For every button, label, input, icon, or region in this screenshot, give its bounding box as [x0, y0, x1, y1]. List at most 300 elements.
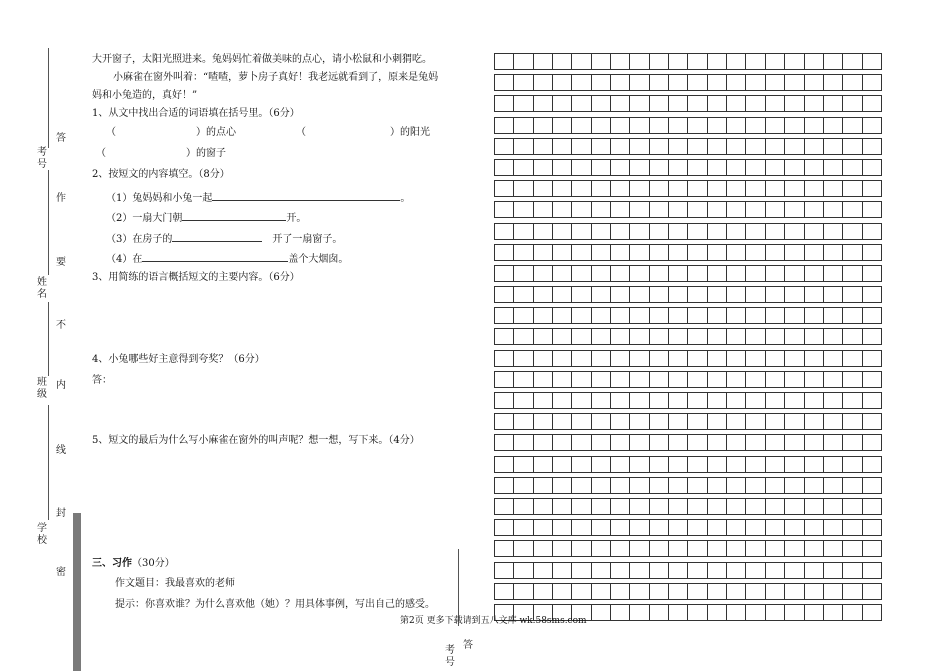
grid-cell[interactable] — [766, 372, 785, 388]
grid-cell[interactable] — [630, 75, 649, 91]
grid-cell[interactable] — [766, 457, 785, 473]
grid-cell[interactable] — [553, 224, 572, 240]
grid-cell[interactable] — [553, 372, 572, 388]
grid-cell[interactable] — [669, 245, 688, 261]
grid-cell[interactable] — [669, 541, 688, 557]
grid-cell[interactable] — [863, 308, 882, 324]
grid-cell[interactable] — [650, 393, 669, 409]
grid-cell[interactable] — [630, 181, 649, 197]
grid-cell[interactable] — [669, 160, 688, 176]
grid-cell[interactable] — [727, 224, 746, 240]
grid-cell[interactable] — [572, 308, 591, 324]
grid-cell[interactable] — [572, 520, 591, 536]
grid-cell[interactable] — [650, 499, 669, 515]
grid-cell[interactable] — [495, 308, 514, 324]
grid-cell[interactable] — [766, 96, 785, 112]
grid-cell[interactable] — [669, 287, 688, 303]
grid-cell[interactable] — [495, 96, 514, 112]
grid-cell[interactable] — [843, 245, 862, 261]
grid-cell[interactable] — [495, 160, 514, 176]
grid-cell[interactable] — [688, 605, 707, 621]
grid-cell[interactable] — [824, 563, 843, 579]
grid-cell[interactable] — [534, 54, 553, 70]
grid-cell[interactable] — [630, 287, 649, 303]
grid-cell[interactable] — [572, 329, 591, 345]
grid-cell[interactable] — [650, 202, 669, 218]
grid-cell[interactable] — [688, 457, 707, 473]
grid-cell[interactable] — [708, 563, 727, 579]
grid-cell[interactable] — [611, 245, 630, 261]
grid-cell[interactable] — [534, 351, 553, 367]
q2-item-2[interactable] — [106, 210, 306, 225]
grid-cell[interactable] — [553, 96, 572, 112]
grid-cell[interactable] — [611, 224, 630, 240]
grid-cell[interactable] — [553, 414, 572, 430]
grid-cell[interactable] — [746, 605, 765, 621]
grid-cell[interactable] — [514, 541, 533, 557]
grid-cell[interactable] — [708, 139, 727, 155]
grid-cell[interactable] — [572, 181, 591, 197]
grid-cell[interactable] — [785, 224, 804, 240]
grid-cell[interactable] — [650, 245, 669, 261]
grid-cell[interactable] — [766, 541, 785, 557]
grid-cell[interactable] — [824, 308, 843, 324]
grid-cell[interactable] — [572, 393, 591, 409]
grid-cell[interactable] — [650, 541, 669, 557]
grid-cell[interactable] — [592, 329, 611, 345]
grid-cell[interactable] — [746, 393, 765, 409]
grid-cell[interactable] — [611, 181, 630, 197]
q1-blank-2[interactable] — [296, 127, 430, 139]
grid-cell[interactable] — [650, 563, 669, 579]
grid-cell[interactable] — [863, 541, 882, 557]
grid-cell[interactable] — [805, 520, 824, 536]
grid-cell[interactable] — [785, 181, 804, 197]
grid-cell[interactable] — [805, 329, 824, 345]
grid-cell[interactable] — [669, 181, 688, 197]
grid-cell[interactable] — [727, 393, 746, 409]
grid-cell[interactable] — [785, 54, 804, 70]
grid-cell[interactable] — [514, 266, 533, 282]
grid-cell[interactable] — [746, 181, 765, 197]
grid-cell[interactable] — [843, 75, 862, 91]
grid-cell[interactable] — [572, 499, 591, 515]
grid-cell[interactable] — [746, 54, 765, 70]
grid-cell[interactable] — [863, 54, 882, 70]
grid-cell[interactable] — [534, 75, 553, 91]
grid-cell[interactable] — [746, 414, 765, 430]
grid-cell[interactable] — [843, 351, 862, 367]
grid-cell[interactable] — [688, 478, 707, 494]
grid-cell[interactable] — [785, 351, 804, 367]
grid-cell[interactable] — [630, 118, 649, 134]
grid-cell[interactable] — [669, 393, 688, 409]
grid-cell[interactable] — [495, 563, 514, 579]
grid-cell[interactable] — [727, 414, 746, 430]
grid-cell[interactable] — [553, 266, 572, 282]
grid-cell[interactable] — [843, 224, 862, 240]
grid-cell[interactable] — [766, 202, 785, 218]
grid-cell[interactable] — [688, 351, 707, 367]
grid-cell[interactable] — [785, 287, 804, 303]
grid-cell[interactable] — [534, 457, 553, 473]
grid-cell[interactable] — [785, 584, 804, 600]
grid-cell[interactable] — [553, 329, 572, 345]
grid-cell[interactable] — [746, 351, 765, 367]
grid-cell[interactable] — [495, 181, 514, 197]
grid-cell[interactable] — [495, 351, 514, 367]
grid-cell[interactable] — [650, 266, 669, 282]
q1-blank-1[interactable] — [106, 127, 236, 139]
grid-cell[interactable] — [708, 287, 727, 303]
grid-cell[interactable] — [572, 478, 591, 494]
grid-cell[interactable] — [650, 308, 669, 324]
grid-cell[interactable] — [514, 308, 533, 324]
grid-cell[interactable] — [592, 224, 611, 240]
grid-cell[interactable] — [669, 308, 688, 324]
grid-cell[interactable] — [495, 54, 514, 70]
grid-cell[interactable] — [785, 414, 804, 430]
grid-cell[interactable] — [688, 266, 707, 282]
grid-cell[interactable] — [534, 160, 553, 176]
grid-cell[interactable] — [708, 245, 727, 261]
grid-cell[interactable] — [843, 457, 862, 473]
grid-cell[interactable] — [611, 478, 630, 494]
grid-cell[interactable] — [805, 202, 824, 218]
grid-cell[interactable] — [669, 202, 688, 218]
grid-cell[interactable] — [592, 563, 611, 579]
grid-cell[interactable] — [708, 520, 727, 536]
grid-cell[interactable] — [592, 478, 611, 494]
grid-cell[interactable] — [669, 118, 688, 134]
grid-cell[interactable] — [843, 605, 862, 621]
grid-cell[interactable] — [824, 287, 843, 303]
grid-cell[interactable] — [766, 393, 785, 409]
grid-cell[interactable] — [727, 605, 746, 621]
grid-cell[interactable] — [746, 499, 765, 515]
grid-cell[interactable] — [650, 605, 669, 621]
grid-cell[interactable] — [785, 393, 804, 409]
grid-cell[interactable] — [534, 393, 553, 409]
grid-cell[interactable] — [843, 563, 862, 579]
grid-cell[interactable] — [688, 245, 707, 261]
grid-cell[interactable] — [805, 584, 824, 600]
grid-cell[interactable] — [824, 457, 843, 473]
grid-cell[interactable] — [785, 499, 804, 515]
grid-cell[interactable] — [514, 584, 533, 600]
grid-cell[interactable] — [611, 435, 630, 451]
grid-cell[interactable] — [785, 96, 804, 112]
grid-cell[interactable] — [688, 287, 707, 303]
grid-cell[interactable] — [611, 139, 630, 155]
grid-cell[interactable] — [688, 393, 707, 409]
grid-cell[interactable] — [514, 54, 533, 70]
grid-cell[interactable] — [630, 393, 649, 409]
grid-cell[interactable] — [746, 202, 765, 218]
grid-cell[interactable] — [611, 287, 630, 303]
grid-cell[interactable] — [824, 393, 843, 409]
grid-cell[interactable] — [669, 75, 688, 91]
grid-cell[interactable] — [766, 499, 785, 515]
grid-cell[interactable] — [805, 266, 824, 282]
grid-cell[interactable] — [650, 181, 669, 197]
grid-cell[interactable] — [863, 329, 882, 345]
grid-cell[interactable] — [805, 351, 824, 367]
grid-cell[interactable] — [514, 160, 533, 176]
grid-cell[interactable] — [785, 160, 804, 176]
grid-cell[interactable] — [688, 139, 707, 155]
grid-cell[interactable] — [785, 457, 804, 473]
grid-cell[interactable] — [495, 287, 514, 303]
q2-item-3[interactable] — [106, 231, 342, 246]
grid-cell[interactable] — [553, 202, 572, 218]
grid-cell[interactable] — [495, 224, 514, 240]
grid-cell[interactable] — [766, 351, 785, 367]
grid-cell[interactable] — [843, 435, 862, 451]
grid-cell[interactable] — [630, 351, 649, 367]
grid-cell[interactable] — [824, 75, 843, 91]
grid-cell[interactable] — [688, 160, 707, 176]
grid-cell[interactable] — [630, 541, 649, 557]
grid-cell[interactable] — [785, 435, 804, 451]
grid-cell[interactable] — [863, 563, 882, 579]
grid-cell[interactable] — [669, 520, 688, 536]
grid-cell[interactable] — [514, 563, 533, 579]
grid-cell[interactable] — [669, 435, 688, 451]
grid-cell[interactable] — [746, 160, 765, 176]
grid-cell[interactable] — [727, 202, 746, 218]
grid-cell[interactable] — [572, 584, 591, 600]
grid-cell[interactable] — [746, 457, 765, 473]
grid-cell[interactable] — [611, 393, 630, 409]
grid-cell[interactable] — [572, 435, 591, 451]
grid-cell[interactable] — [669, 224, 688, 240]
grid-cell[interactable] — [553, 478, 572, 494]
grid-cell[interactable] — [746, 372, 765, 388]
grid-cell[interactable] — [514, 224, 533, 240]
grid-cell[interactable] — [553, 393, 572, 409]
grid-cell[interactable] — [495, 266, 514, 282]
grid-cell[interactable] — [708, 54, 727, 70]
grid-cell[interactable] — [669, 499, 688, 515]
grid-cell[interactable] — [688, 541, 707, 557]
grid-cell[interactable] — [534, 266, 553, 282]
grid-cell[interactable] — [572, 414, 591, 430]
grid-cell[interactable] — [766, 478, 785, 494]
grid-cell[interactable] — [805, 605, 824, 621]
grid-cell[interactable] — [688, 202, 707, 218]
grid-cell[interactable] — [669, 96, 688, 112]
grid-cell[interactable] — [611, 520, 630, 536]
grid-cell[interactable] — [824, 139, 843, 155]
grid-cell[interactable] — [592, 266, 611, 282]
grid-cell[interactable] — [824, 584, 843, 600]
grid-cell[interactable] — [727, 245, 746, 261]
grid-cell[interactable] — [572, 139, 591, 155]
grid-cell[interactable] — [553, 118, 572, 134]
grid-cell[interactable] — [727, 372, 746, 388]
grid-cell[interactable] — [495, 75, 514, 91]
grid-cell[interactable] — [863, 351, 882, 367]
grid-cell[interactable] — [630, 224, 649, 240]
grid-cell[interactable] — [708, 372, 727, 388]
grid-cell[interactable] — [708, 224, 727, 240]
grid-cell[interactable] — [592, 75, 611, 91]
grid-cell[interactable] — [708, 351, 727, 367]
grid-cell[interactable] — [708, 414, 727, 430]
grid-cell[interactable] — [688, 75, 707, 91]
grid-cell[interactable] — [534, 118, 553, 134]
grid-cell[interactable] — [630, 520, 649, 536]
grid-cell[interactable] — [688, 308, 707, 324]
grid-cell[interactable] — [824, 160, 843, 176]
grid-cell[interactable] — [746, 75, 765, 91]
grid-cell[interactable] — [572, 202, 591, 218]
grid-cell[interactable] — [708, 457, 727, 473]
grid-cell[interactable] — [553, 541, 572, 557]
grid-cell[interactable] — [708, 75, 727, 91]
grid-cell[interactable] — [824, 181, 843, 197]
grid-cell[interactable] — [650, 224, 669, 240]
grid-cell[interactable] — [766, 308, 785, 324]
grid-cell[interactable] — [572, 351, 591, 367]
grid-cell[interactable] — [785, 605, 804, 621]
grid-cell[interactable] — [572, 160, 591, 176]
q1-blank-3[interactable] — [96, 148, 226, 160]
grid-cell[interactable] — [495, 414, 514, 430]
grid-cell[interactable] — [688, 414, 707, 430]
grid-cell[interactable] — [746, 245, 765, 261]
grid-cell[interactable] — [727, 54, 746, 70]
grid-cell[interactable] — [650, 96, 669, 112]
grid-cell[interactable] — [766, 245, 785, 261]
grid-cell[interactable] — [669, 266, 688, 282]
grid-cell[interactable] — [863, 457, 882, 473]
grid-cell[interactable] — [611, 499, 630, 515]
grid-cell[interactable] — [708, 478, 727, 494]
grid-cell[interactable] — [611, 541, 630, 557]
grid-cell[interactable] — [824, 499, 843, 515]
grid-cell[interactable] — [708, 181, 727, 197]
grid-cell[interactable] — [611, 329, 630, 345]
grid-cell[interactable] — [553, 563, 572, 579]
grid-cell[interactable] — [727, 139, 746, 155]
grid-cell[interactable] — [534, 372, 553, 388]
grid-cell[interactable] — [592, 605, 611, 621]
grid-cell[interactable] — [805, 541, 824, 557]
grid-cell[interactable] — [669, 329, 688, 345]
grid-cell[interactable] — [785, 308, 804, 324]
grid-cell[interactable] — [514, 287, 533, 303]
grid-cell[interactable] — [514, 329, 533, 345]
grid-cell[interactable] — [785, 266, 804, 282]
grid-cell[interactable] — [863, 520, 882, 536]
grid-cell[interactable] — [824, 202, 843, 218]
grid-cell[interactable] — [863, 414, 882, 430]
grid-cell[interactable] — [688, 224, 707, 240]
grid-cell[interactable] — [766, 160, 785, 176]
grid-cell[interactable] — [843, 181, 862, 197]
grid-cell[interactable] — [805, 308, 824, 324]
grid-cell[interactable] — [708, 202, 727, 218]
grid-cell[interactable] — [572, 75, 591, 91]
grid-cell[interactable] — [824, 435, 843, 451]
grid-cell[interactable] — [805, 499, 824, 515]
grid-cell[interactable] — [727, 584, 746, 600]
grid-cell[interactable] — [688, 118, 707, 134]
grid-cell[interactable] — [785, 139, 804, 155]
grid-cell[interactable] — [630, 266, 649, 282]
grid-cell[interactable] — [495, 393, 514, 409]
grid-cell[interactable] — [843, 118, 862, 134]
grid-cell[interactable] — [592, 139, 611, 155]
grid-cell[interactable] — [553, 245, 572, 261]
grid-cell[interactable] — [611, 308, 630, 324]
grid-cell[interactable] — [650, 520, 669, 536]
grid-cell[interactable] — [534, 139, 553, 155]
grid-cell[interactable] — [843, 541, 862, 557]
grid-cell[interactable] — [805, 414, 824, 430]
grid-cell[interactable] — [630, 308, 649, 324]
grid-cell[interactable] — [592, 308, 611, 324]
grid-cell[interactable] — [824, 414, 843, 430]
grid-cell[interactable] — [592, 520, 611, 536]
grid-cell[interactable] — [669, 457, 688, 473]
grid-cell[interactable] — [824, 96, 843, 112]
grid-cell[interactable] — [805, 160, 824, 176]
grid-cell[interactable] — [746, 329, 765, 345]
grid-cell[interactable] — [824, 520, 843, 536]
grid-cell[interactable] — [572, 96, 591, 112]
grid-cell[interactable] — [592, 393, 611, 409]
grid-cell[interactable] — [843, 372, 862, 388]
grid-cell[interactable] — [863, 393, 882, 409]
grid-cell[interactable] — [863, 478, 882, 494]
grid-cell[interactable] — [688, 584, 707, 600]
grid-cell[interactable] — [843, 329, 862, 345]
grid-cell[interactable] — [495, 520, 514, 536]
q2-item-1[interactable] — [106, 190, 410, 205]
grid-cell[interactable] — [650, 435, 669, 451]
grid-cell[interactable] — [727, 563, 746, 579]
grid-cell[interactable] — [650, 414, 669, 430]
grid-cell[interactable] — [843, 308, 862, 324]
grid-cell[interactable] — [688, 435, 707, 451]
grid-cell[interactable] — [824, 266, 843, 282]
grid-cell[interactable] — [708, 160, 727, 176]
grid-cell[interactable] — [572, 541, 591, 557]
grid-cell[interactable] — [534, 202, 553, 218]
grid-cell[interactable] — [727, 118, 746, 134]
grid-cell[interactable] — [650, 478, 669, 494]
grid-cell[interactable] — [746, 520, 765, 536]
grid-cell[interactable] — [630, 372, 649, 388]
grid-cell[interactable] — [824, 351, 843, 367]
grid-cell[interactable] — [534, 520, 553, 536]
grid-cell[interactable] — [766, 266, 785, 282]
grid-cell[interactable] — [785, 541, 804, 557]
grid-cell[interactable] — [805, 181, 824, 197]
grid-cell[interactable] — [611, 160, 630, 176]
grid-cell[interactable] — [611, 266, 630, 282]
grid-cell[interactable] — [843, 202, 862, 218]
grid-cell[interactable] — [727, 435, 746, 451]
grid-cell[interactable] — [592, 499, 611, 515]
grid-cell[interactable] — [688, 96, 707, 112]
grid-cell[interactable] — [630, 160, 649, 176]
grid-cell[interactable] — [805, 245, 824, 261]
grid-cell[interactable] — [766, 584, 785, 600]
